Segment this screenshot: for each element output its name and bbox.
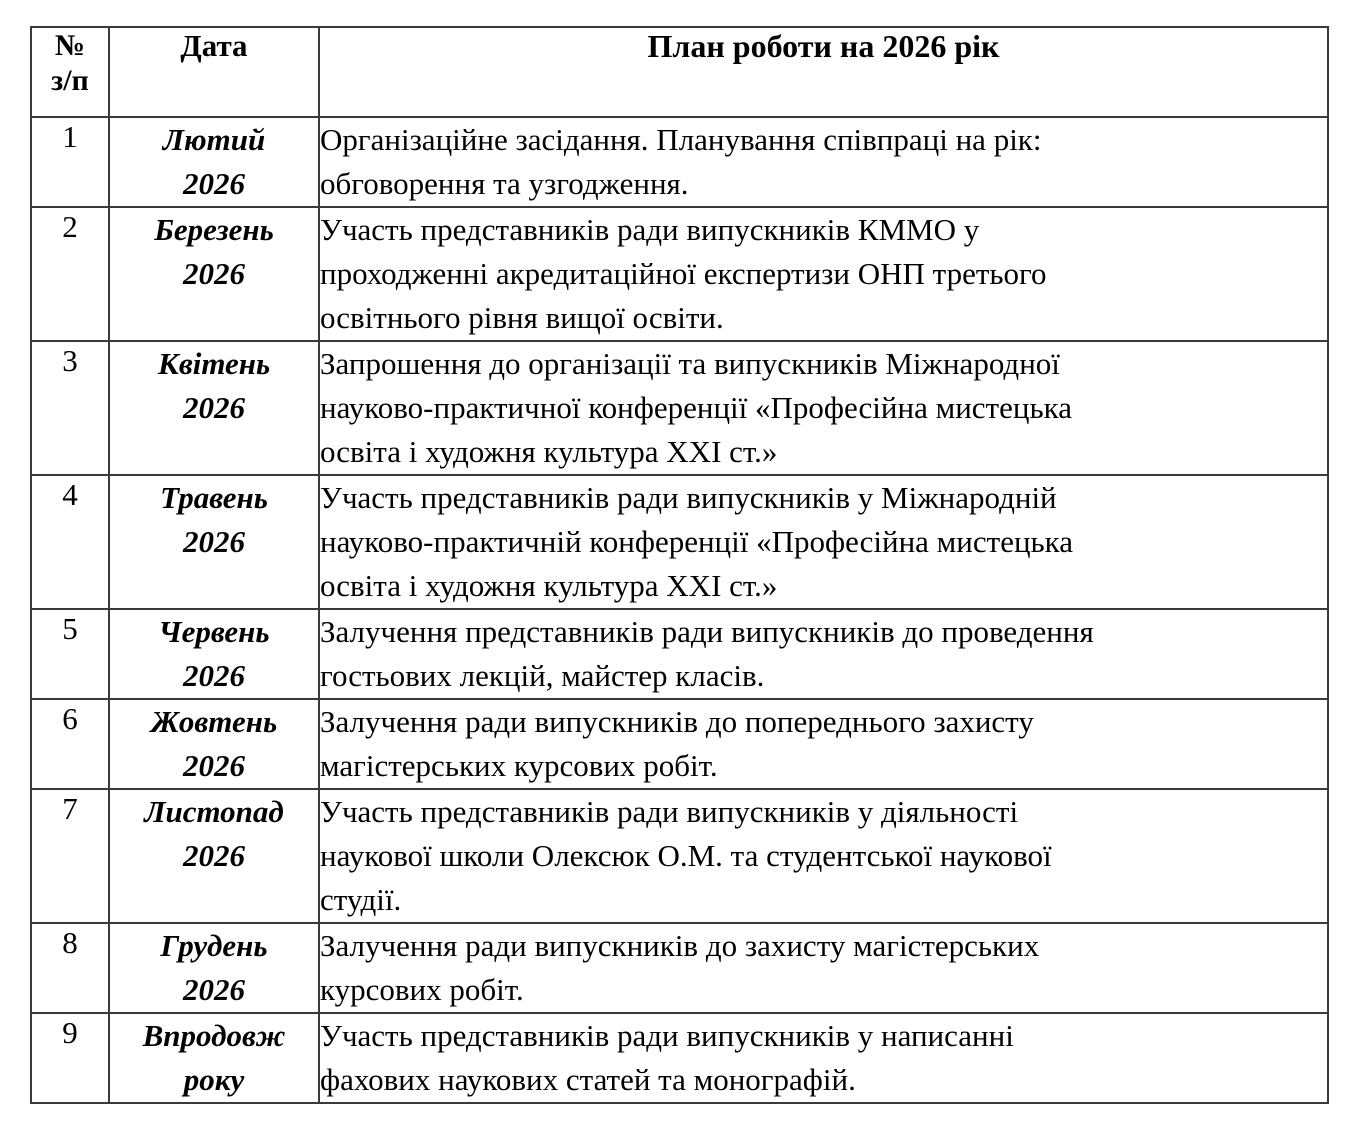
column-header-number-line2: з/п bbox=[51, 64, 89, 98]
table-row bbox=[31, 609, 1328, 699]
cell-date bbox=[109, 207, 319, 341]
cell-date-line: Квітень bbox=[157, 346, 271, 382]
cell-date-line: 2026 bbox=[183, 748, 245, 784]
cell-date-line: Березень bbox=[154, 212, 274, 248]
table-row bbox=[31, 117, 1328, 207]
cell-work-plan-line: Залучення представників ради випускників до проведення bbox=[320, 614, 1094, 650]
table-row bbox=[31, 789, 1328, 923]
cell-date-line: 2026 bbox=[183, 658, 245, 694]
cell-work-plan bbox=[319, 341, 1328, 475]
cell-work-plan-line: фахових наукових статей та монографій. bbox=[320, 1062, 856, 1098]
column-header-date: Дата bbox=[109, 27, 319, 117]
cell-date-line: 2026 bbox=[183, 524, 245, 560]
table-row bbox=[31, 699, 1328, 789]
cell-work-plan-line: науково-практичній конференції «Професійна мистецька bbox=[320, 524, 1074, 560]
cell-date-line: Жовтень bbox=[150, 704, 278, 740]
cell-work-plan-line: освіта і художня культура ХХІ ст.» bbox=[320, 434, 778, 470]
cell-date-line: Червень bbox=[158, 614, 270, 650]
column-header-number-line1: № bbox=[54, 29, 86, 62]
cell-work-plan-line: Організаційне засідання. Планування співпраці на рік: bbox=[320, 122, 1042, 157]
work-plan-table bbox=[30, 26, 1329, 1104]
cell-date-line: Грудень bbox=[160, 928, 268, 964]
cell-work-plan bbox=[319, 1013, 1328, 1103]
cell-date-line: 2026 bbox=[183, 166, 245, 202]
cell-date bbox=[109, 475, 319, 609]
cell-date-line: року bbox=[183, 1062, 245, 1098]
cell-work-plan-line: гостьових лекцій, майстер класів. bbox=[320, 658, 765, 694]
cell-date bbox=[109, 117, 319, 207]
cell-date-line: Лютий bbox=[162, 122, 266, 157]
cell-row-number: 4 bbox=[31, 475, 109, 609]
cell-date-line: 2026 bbox=[183, 390, 245, 426]
cell-work-plan-line: наукової школи Олексюк О.М. та студентської наукової bbox=[320, 838, 1052, 874]
cell-date bbox=[109, 699, 319, 789]
cell-date-line: 2026 bbox=[183, 972, 245, 1008]
cell-work-plan-line: Запрошення до організації та випускників Міжнародної bbox=[320, 346, 1060, 382]
table-header bbox=[31, 27, 1328, 117]
cell-row-number: 8 bbox=[31, 923, 109, 1013]
cell-date bbox=[109, 789, 319, 923]
cell-work-plan bbox=[319, 699, 1328, 789]
cell-work-plan-line: Залучення ради випускників до захисту магістерських bbox=[320, 928, 1040, 964]
cell-work-plan bbox=[319, 207, 1328, 341]
cell-work-plan bbox=[319, 609, 1328, 699]
cell-row-number: 2 bbox=[31, 207, 109, 341]
cell-work-plan bbox=[319, 117, 1328, 207]
cell-work-plan-line: обговорення та узгодження. bbox=[320, 166, 689, 202]
table-row bbox=[31, 207, 1328, 341]
cell-work-plan-line: Участь представників ради випускників КММО у bbox=[320, 212, 980, 248]
cell-date-line: Травень bbox=[160, 480, 268, 516]
cell-date bbox=[109, 923, 319, 1013]
cell-row-number: 9 bbox=[31, 1013, 109, 1103]
cell-work-plan-line: Участь представників ради випускників у Міжнародній bbox=[320, 480, 1057, 516]
table-row bbox=[31, 1013, 1328, 1103]
table-row bbox=[31, 341, 1328, 475]
cell-work-plan-line: освіта і художня культура ХХІ ст.» bbox=[320, 568, 778, 604]
cell-date bbox=[109, 609, 319, 699]
cell-date bbox=[109, 1013, 319, 1103]
cell-work-plan-line: курсових робіт. bbox=[320, 972, 524, 1008]
cell-date-line: Впродовж bbox=[142, 1018, 286, 1054]
table-row bbox=[31, 923, 1328, 1013]
table-body bbox=[31, 117, 1328, 1103]
cell-date-line: 2026 bbox=[183, 256, 245, 292]
cell-row-number: 1 bbox=[31, 117, 109, 207]
column-header-number bbox=[31, 27, 109, 117]
cell-row-number: 6 bbox=[31, 699, 109, 789]
table-header-row bbox=[31, 27, 1328, 117]
cell-work-plan-line: Участь представників ради випускників у написанні bbox=[320, 1018, 1014, 1054]
cell-row-number: 5 bbox=[31, 609, 109, 699]
cell-work-plan bbox=[319, 789, 1328, 923]
cell-work-plan-line: магістерських курсових робіт. bbox=[320, 748, 718, 784]
cell-date-line: 2026 bbox=[183, 838, 245, 874]
cell-work-plan-line: науково-практичної конференції «Професійна мистецька bbox=[320, 390, 1072, 426]
cell-work-plan-line: Залучення ради випускників до попереднього захисту bbox=[320, 704, 1034, 740]
cell-date bbox=[109, 341, 319, 475]
cell-row-number: 3 bbox=[31, 341, 109, 475]
table-row bbox=[31, 475, 1328, 609]
cell-work-plan-line: освітнього рівня вищої освіти. bbox=[320, 300, 724, 336]
cell-work-plan-line: студії. bbox=[320, 882, 402, 918]
cell-date-line: Листопад bbox=[144, 794, 284, 830]
cell-row-number: 7 bbox=[31, 789, 109, 923]
cell-work-plan bbox=[319, 923, 1328, 1013]
cell-work-plan-line: проходженні акредитаційної експертизи ОНП третього bbox=[320, 256, 1047, 292]
column-header-work-plan: План роботи на 2026 рік bbox=[319, 27, 1328, 117]
cell-work-plan bbox=[319, 475, 1328, 609]
cell-work-plan-line: Участь представників ради випускників у діяльності bbox=[320, 794, 1019, 830]
